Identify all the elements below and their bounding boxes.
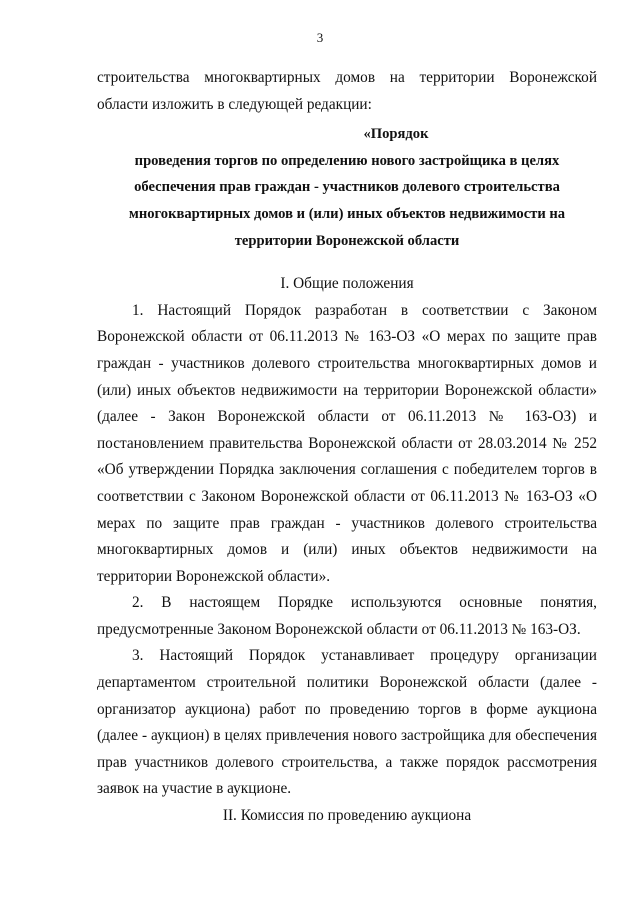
section-heading-commission: II. Комиссия по проведению аукциона [222,807,472,825]
document-body [97,65,597,830]
paragraph-1: 1. Настоящий Порядок разработан в соответствии с Законом Воронежской области от 06.11.2013 № 163-ОЗ «О мерах по защите прав граждан - участников долевого строительства многоквартирных домов и (или) иных объектов недвижимости на территории Воронежской области» (далее - Закон Воронежской области от 06.11.2013 № 163-ОЗ) и постановлением правительства Воронежской области от 28.03.2014 № 252 «Об утверждении Порядка заключения соглашения с победителем торгов в соответствии с Законом Воронежской области от 06.11.2013 № 163-ОЗ «О мерах по защите прав граждан - участников долевого строительства многоквартирных домов и (или) иных объектов недвижимости на территории Воронежской области». [97,301,597,585]
page-number: 3 [316,30,324,45]
document-title [97,121,597,254]
paragraph-3: 3. Настоящий Порядок устанавливает процедуру организации департаментом строительной политики Воронежской области (далее - организатор аукциона) работ по проведению торгов в форме аукциона (далее - аукцион) в целях привлечения нового застройщика для обеспечения прав участников долевого строительства, а также порядок рассмотрения заявок на участие в аукционе. [97,647,597,798]
section-heading-general: I. Общие положения [280,275,414,293]
intro-paragraph: строительства многоквартирных домов на территории Воронежской области изложить в следующей редакции: [97,69,597,113]
paragraph-2: 2. В настоящем Порядке используются основные понятия, предусмотренные Законом Воронежской области от 06.11.2013 № 163-ОЗ. [97,594,597,638]
title-body: проведения торгов по определению нового застройщика в целях обеспечения прав граждан - участников долевого строительства многоквартирных домов и (или) иных объектов недвижимости на территории Воронежской области [128,152,566,249]
title-word: «Порядок [363,126,429,143]
